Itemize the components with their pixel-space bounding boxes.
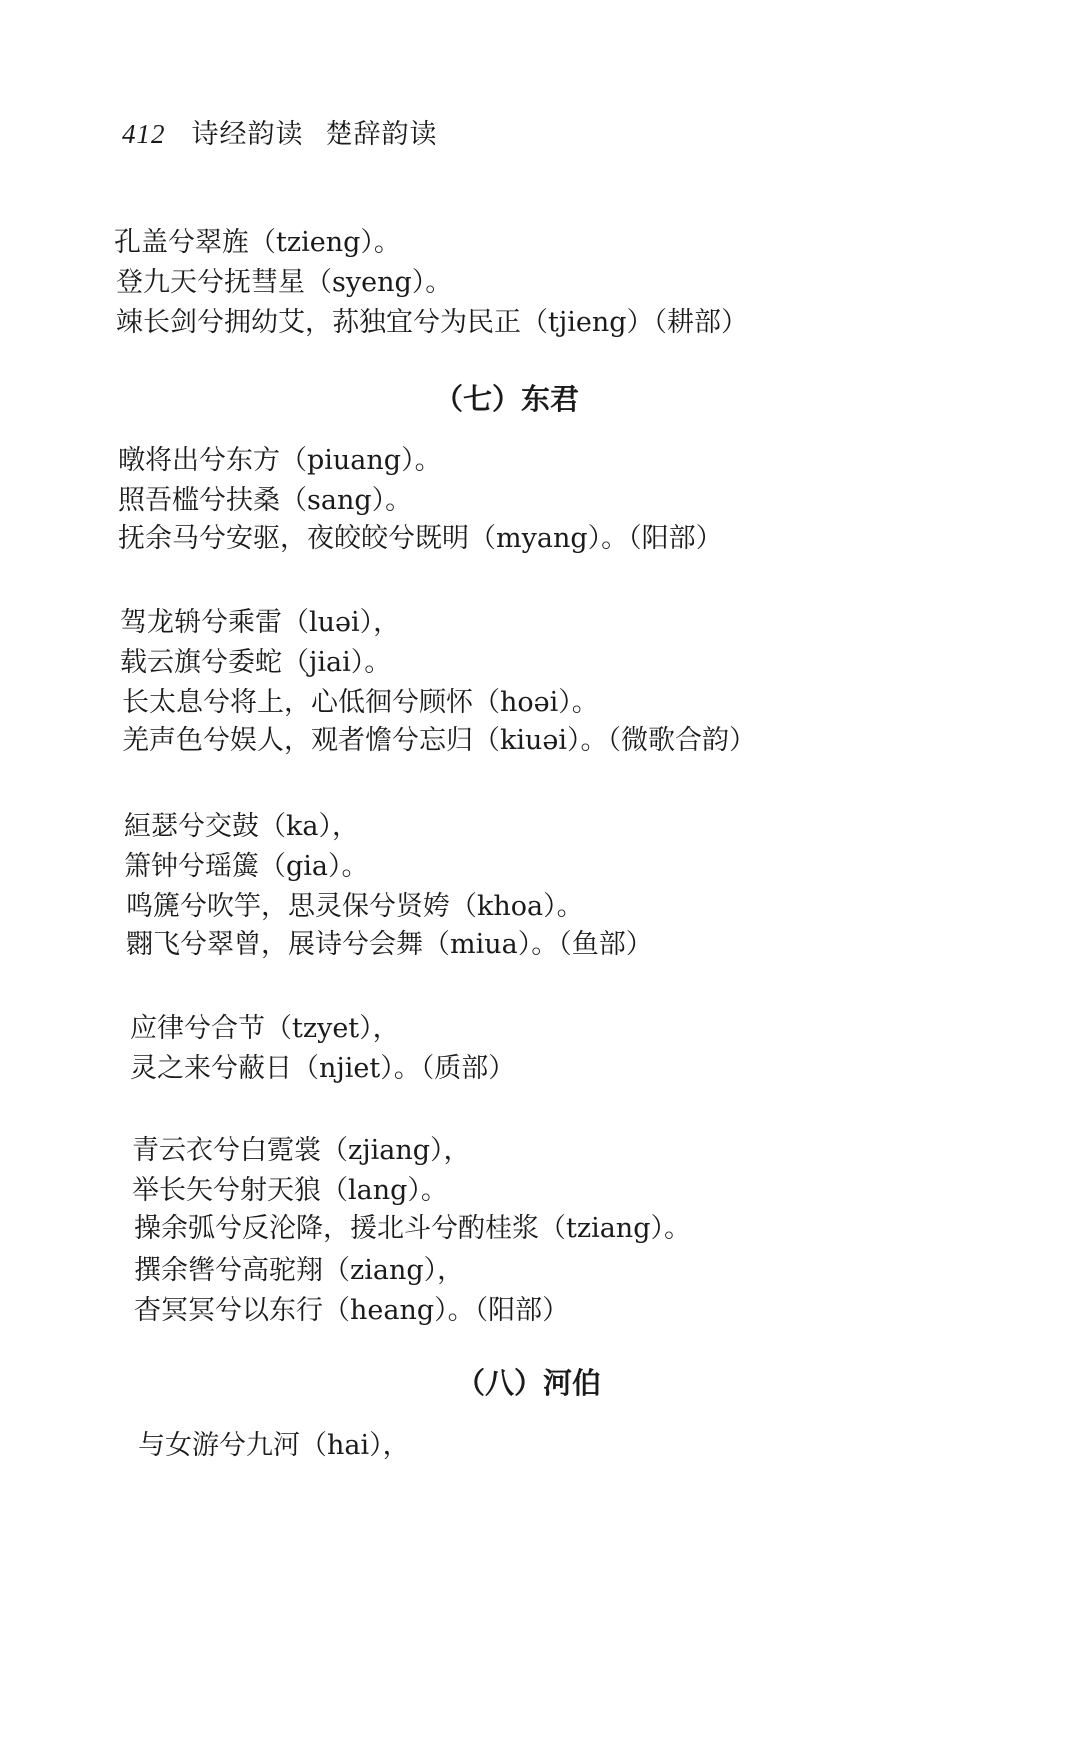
verse-line: 抚余马兮安驱，夜皎皎兮既明（myang）。（阳部） [118,523,723,554]
running-header [122,112,460,151]
verse-line: 暾将出兮东方（piuang）。 [118,445,442,476]
verse-line: 箫钟兮瑶簴（gia）。 [124,851,369,882]
page-number: 412 [122,119,166,149]
verse-line: 举长矢兮射天狼（lang）。 [132,1175,448,1206]
verse-line: 驾龙辀兮乘雷（luəi）， [120,607,401,638]
verse-line: 操余弧兮反沦降，援北斗兮酌桂浆（tziang）。 [134,1213,691,1244]
section-heading-dongjun: （七）东君 [434,382,580,416]
verse-line: 照吾槛兮扶桑（sang）。 [118,485,413,516]
verse-line: 杳冥冥兮以东行（heang）。（阳部） [134,1295,570,1326]
running-title-chuci: 楚辞韵读 [325,119,438,150]
verse-line: 鸣篪兮吹竽，思灵保兮贤姱（khoa）。 [126,891,584,922]
verse-line: 长太息兮将上，心低徊兮顾怀（hoəi）。 [122,687,599,718]
verse-line: 与女游兮九河（hai）， [138,1430,410,1461]
verse-line: 絙瑟兮交鼓（ka）， [124,811,359,842]
section-heading-hebo: （八）河伯 [456,1366,602,1400]
verse-line: 青云衣兮白霓裳（zjiang）， [132,1135,471,1166]
verse-line: 竦长剑兮拥幼艾，荪独宜兮为民正（tjieng）（耕部） [116,307,749,338]
verse-line: 登九天兮抚彗星（syeng）。 [116,267,453,298]
verse-line: 载云旗兮委蛇（jiai）。 [120,647,392,678]
running-title-shijing: 诗经韵读 [191,119,304,150]
verse-line: 孔盖兮翠旌（tzieng）。 [114,227,401,258]
verse-line: 灵之来兮蔽日（njiet）。（质部） [130,1053,516,1084]
verse-line: 羌声色兮娱人，观者憺兮忘归（kiuəi）。（微歌合韵） [122,725,756,756]
verse-line: 撰余辔兮高驼翔（ziang）， [134,1255,465,1286]
verse-line: 翾飞兮翠曾，展诗兮会舞（miua）。（鱼部） [126,929,653,960]
verse-line: 应律兮合节（tzyet）， [130,1013,400,1044]
